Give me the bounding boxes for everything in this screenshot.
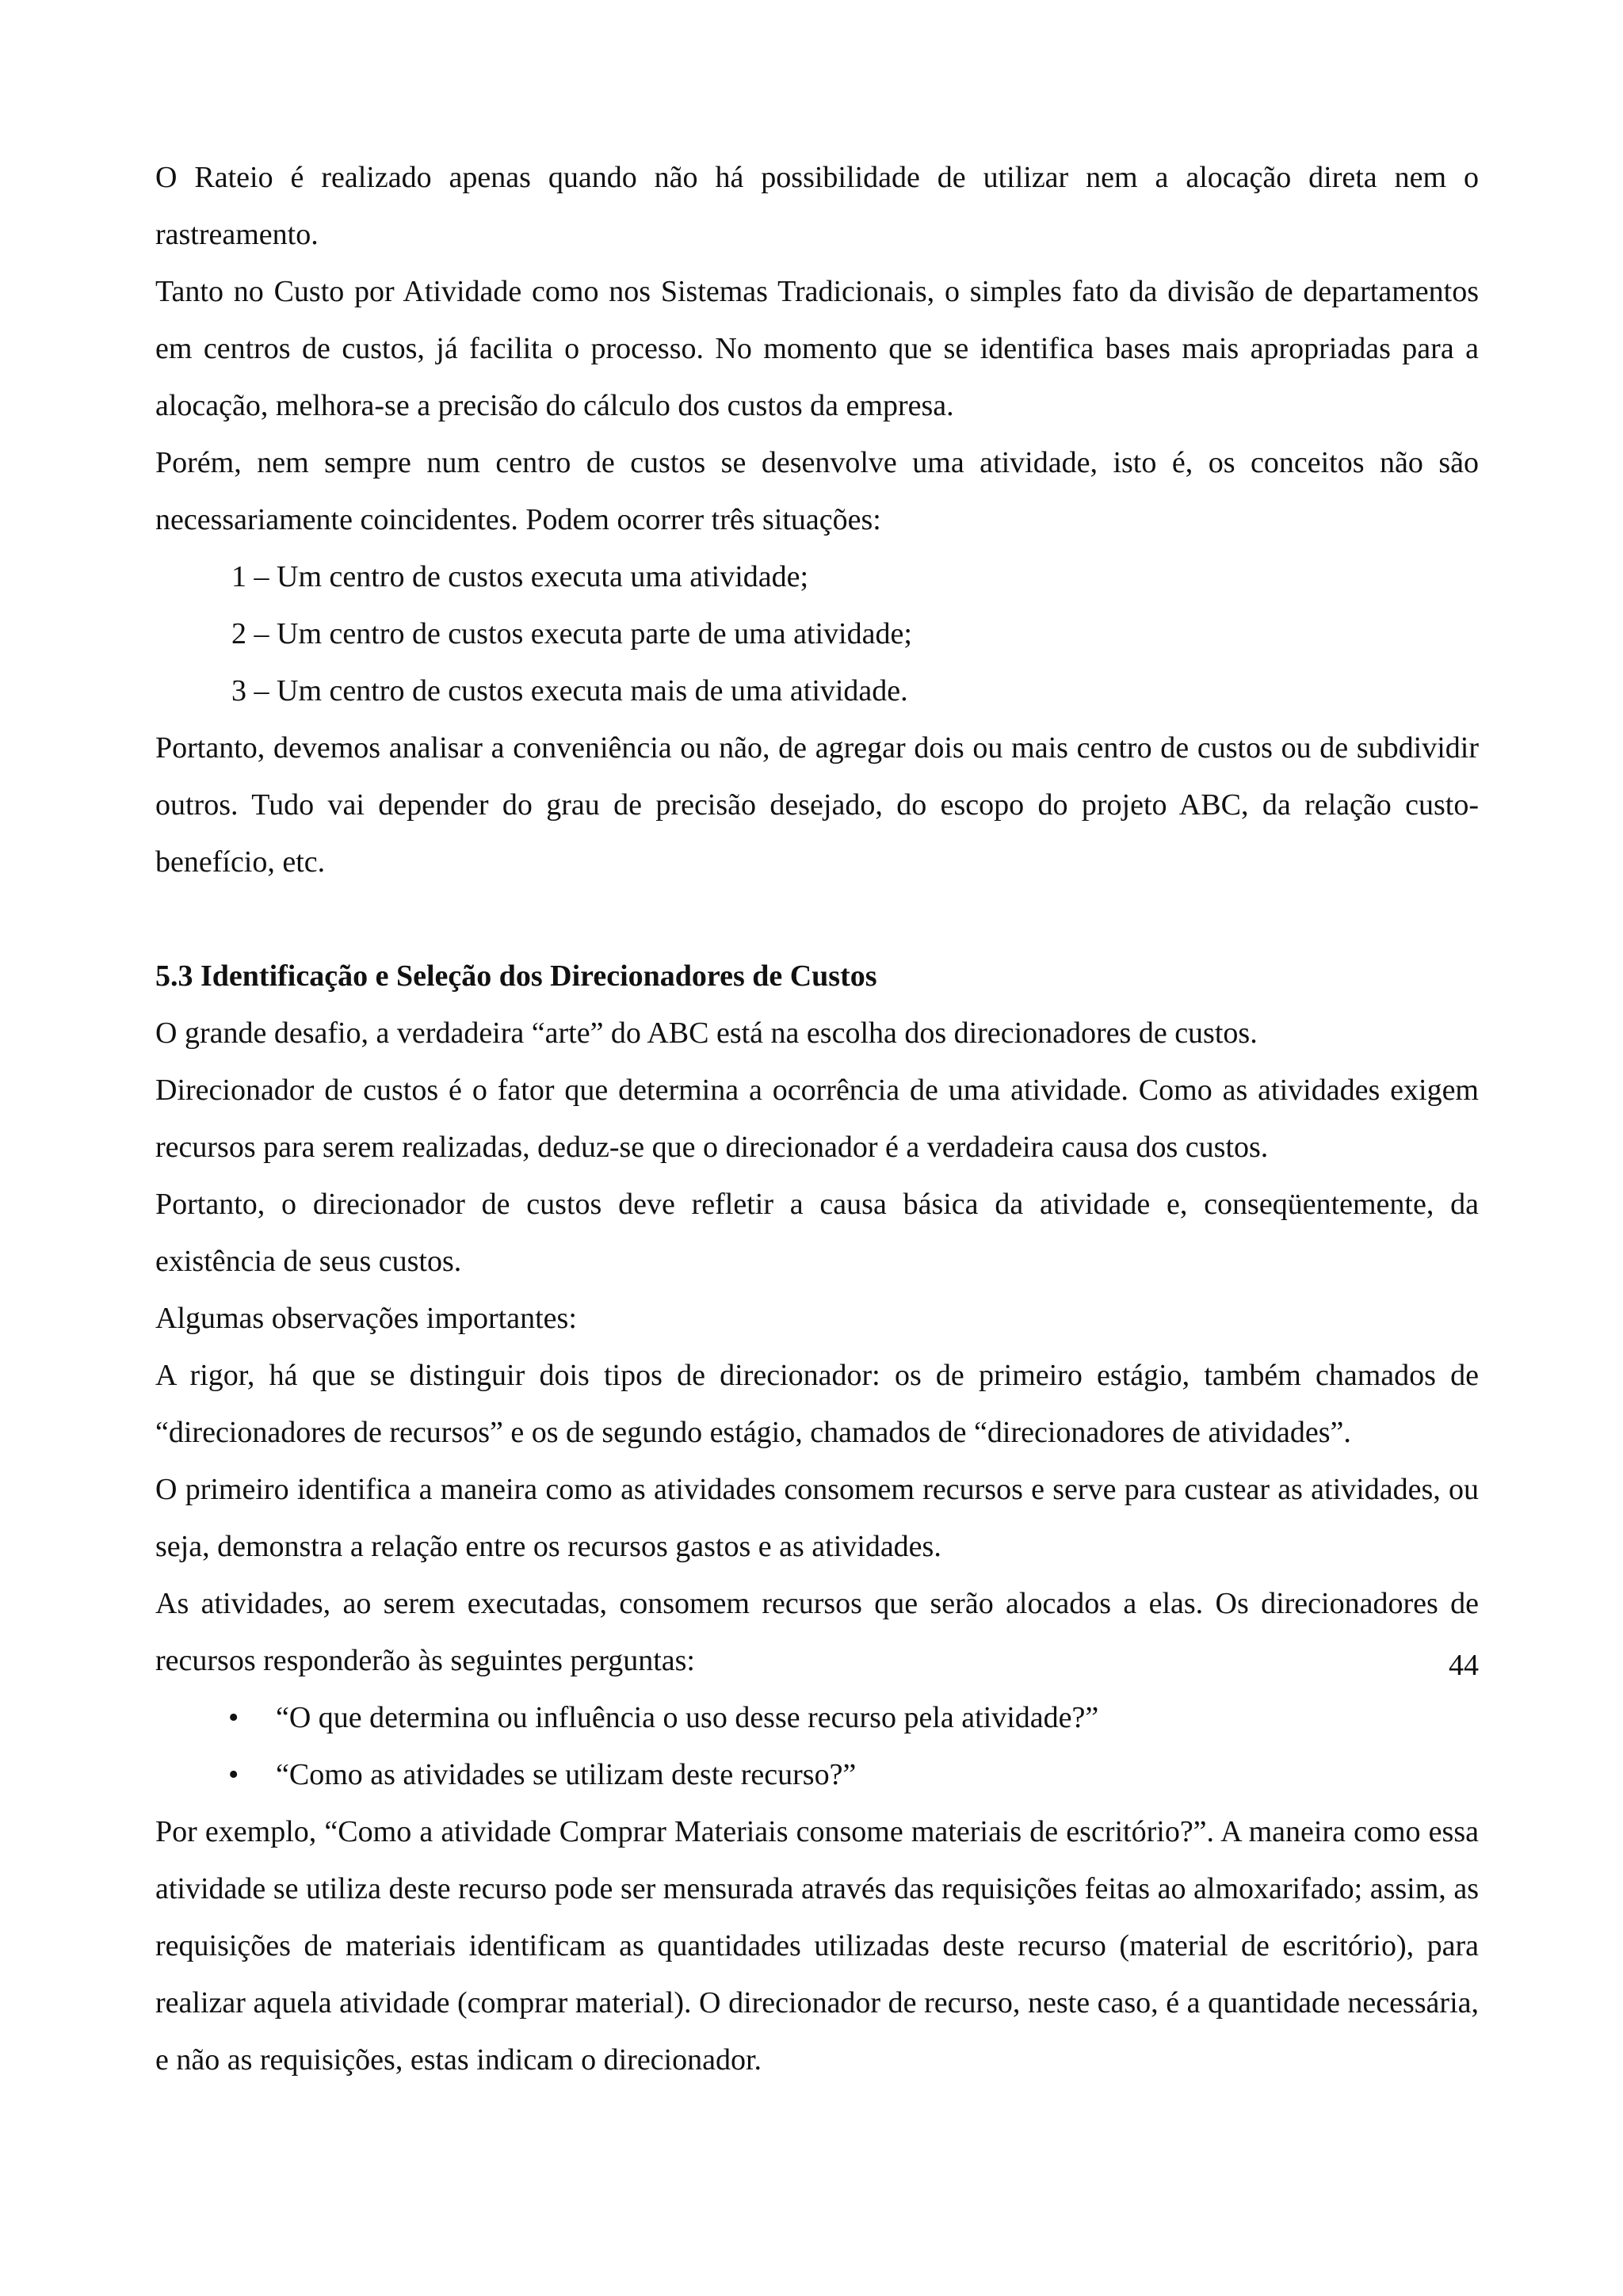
list-item-text: “Como as atividades se utilizam deste recurso?” bbox=[276, 1758, 857, 1791]
paragraph-rigor: A rigor, há que se distinguir dois tipos de direcionador: os de primeiro estágio, também chamados de “direcionadores de recursos” e os de segundo estágio, chamados de “direcionadores de atividades”. bbox=[155, 1359, 1479, 1449]
situation-item-2: 2 – Um centro de custos executa parte de uma atividade; bbox=[231, 617, 912, 650]
list-item bbox=[155, 1746, 1479, 1803]
list-item-text: “O que determina ou influência o uso desse recurso pela atividade?” bbox=[276, 1701, 1099, 1734]
paragraph-executadas: As atividades, ao serem executadas, consomem recursos que serão alocados a elas. Os direcionadores de recursos responderão às seguintes perguntas: bbox=[155, 1587, 1479, 1677]
paragraph-primeiro: O primeiro identifica a maneira como as atividades consomem recursos e serve para custear as atividades, ou seja, demonstra a relação entre os recursos gastos e as atividades. bbox=[155, 1473, 1479, 1563]
paragraph-definicao: Direcionador de custos é o fator que determina a ocorrência de uma atividade. Como as atividades exigem recursos para serem realizadas, deduz-se que o direcionador é a verdadeira causa dos custos. bbox=[155, 1074, 1479, 1164]
list-item bbox=[155, 1689, 1479, 1746]
paragraph-custo-atividade: Tanto no Custo por Atividade como nos Sistemas Tradicionais, o simples fato da divisão de departamentos em centros de custos, já facilita o processo. No momento que se identifica bases mais apropriadas para a alocação, melhora-se a precisão do cálculo dos custos da empresa. bbox=[155, 275, 1479, 422]
questions-list bbox=[155, 1689, 1479, 1803]
paragraph-observacoes: Algumas observações importantes: bbox=[155, 1302, 577, 1335]
situation-item-1: 1 – Um centro de custos executa uma atividade; bbox=[231, 560, 809, 593]
paragraph-conveniencia: Portanto, devemos analisar a conveniência ou não, de agregar dois ou mais centro de custos ou de subdividir outros. Tudo vai depender do grau de precisão desejado, do escopo do projeto ABC, da relação custo-benefício, etc. bbox=[155, 731, 1479, 879]
paragraph-centro-custos: Porém, nem sempre num centro de custos se desenvolve uma atividade, isto é, os conceitos não são necessariamente coincidentes. Podem ocorrer três situações: bbox=[155, 446, 1479, 536]
bullet-icon: • bbox=[228, 1701, 239, 1734]
paragraph-refletir: Portanto, o direcionador de custos deve refletir a causa básica da atividade e, conseqüentemente, da existência de seus custos. bbox=[155, 1188, 1479, 1278]
page-number: 44 bbox=[1449, 1649, 1479, 1682]
paragraph-rateio: O Rateio é realizado apenas quando não há possibilidade de utilizar nem a alocação direta nem o rastreamento. bbox=[155, 161, 1479, 251]
section-heading: 5.3 Identificação e Seleção dos Direcionadores de Custos bbox=[155, 959, 877, 993]
paragraph-desafio: O grande desafio, a verdadeira “arte” do ABC está na escolha dos direcionadores de custos. bbox=[155, 1016, 1258, 1050]
bullet-icon: • bbox=[228, 1758, 239, 1791]
document-page bbox=[155, 149, 1479, 2088]
situation-item-3: 3 – Um centro de custos executa mais de uma atividade. bbox=[231, 674, 908, 707]
paragraph-exemplo: Por exemplo, “Como a atividade Comprar Materiais consome materiais de escritório?”. A maneira como essa atividade se utiliza deste recurso pode ser mensurada através das requisições feitas ao almoxarifado; assim, as requisições de materiais identificam as quantidades utilizadas deste recurso (material de escritório), para realizar aquela atividade (comprar material). O direcionador de recurso, neste caso, é a quantidade necessária, e não as requisições, estas indicam o direcionador. bbox=[155, 1815, 1479, 2077]
